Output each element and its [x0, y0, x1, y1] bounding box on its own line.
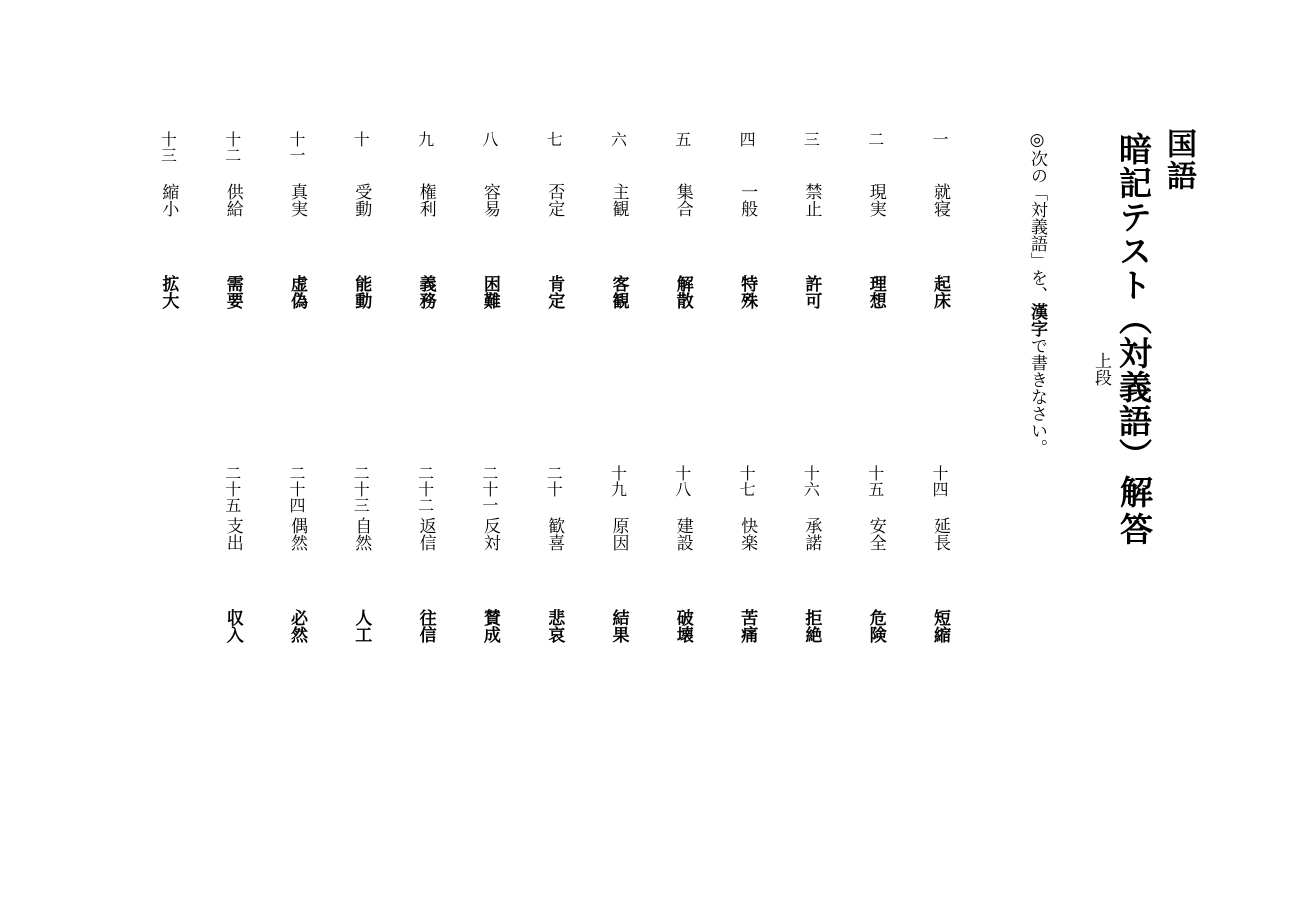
item-answer: 特殊 [737, 275, 758, 309]
item-word: 承諾 [801, 517, 822, 551]
instruction-prefix: ◎次の「対義語」を、 [1027, 130, 1047, 303]
item-word: 就寝 [930, 183, 950, 217]
item-number: 一 [930, 131, 949, 147]
item-number: 二十二 [415, 465, 435, 513]
item-word: 歓喜 [544, 517, 565, 551]
item-word: 偶然 [287, 517, 307, 551]
item-answer: 需要 [222, 275, 243, 309]
item-answer: 必然 [287, 609, 307, 643]
item-number: 十九 [608, 465, 628, 497]
item-word: 返信 [415, 517, 436, 551]
item-answer: 収入 [222, 609, 243, 643]
item-answer: 義務 [415, 275, 436, 309]
answer-label: 解答 [1115, 475, 1154, 549]
item-number: 十二 [222, 131, 242, 163]
item-answer: 拒絶 [801, 609, 822, 643]
item-answer: 悲哀 [544, 609, 565, 643]
item-number: 七 [544, 131, 564, 147]
item-word: 主観 [608, 183, 629, 217]
item-word: 建設 [672, 517, 693, 551]
item-word: 集合 [672, 183, 693, 217]
item-answer: 肯定 [544, 275, 565, 309]
item-answer: 起床 [930, 275, 950, 309]
item-number: 十一 [287, 131, 306, 163]
item-number: 九 [415, 131, 435, 147]
instruction [1028, 130, 1045, 456]
item-number: 十三 [158, 131, 178, 163]
item-answer: 短縮 [930, 609, 950, 643]
item-number: 二十三 [351, 465, 371, 513]
subject-label: 国語 [1161, 128, 1196, 192]
item-word: 現実 [865, 183, 886, 217]
item-word: 容易 [479, 183, 500, 217]
section-label: 上段 [1091, 352, 1111, 386]
item-word: 延長 [930, 517, 950, 551]
item-word: 自然 [351, 517, 372, 551]
item-number: 二十一 [479, 465, 499, 513]
item-answer: 許可 [801, 275, 822, 309]
item-word: 快楽 [737, 517, 758, 551]
item-word: 真実 [287, 183, 307, 217]
item-answer: 破壊 [672, 609, 693, 643]
item-answer: 解散 [672, 275, 693, 309]
item-answer: 往信 [415, 609, 436, 643]
page-title: 暗記テスト（対義語） [1114, 132, 1153, 472]
item-answer: 賛成 [479, 609, 500, 643]
item-word: 供給 [222, 183, 243, 217]
item-answer: 人工 [351, 609, 372, 643]
item-number: 十七 [737, 465, 757, 497]
item-number: 十 [351, 131, 371, 147]
item-number: 六 [608, 131, 628, 147]
item-word: 権利 [415, 183, 436, 217]
item-answer: 客観 [608, 275, 629, 309]
item-number: 十四 [930, 465, 949, 497]
item-answer: 危険 [865, 609, 886, 643]
item-word: 否定 [544, 183, 565, 217]
instruction-emphasis: 漢字 [1027, 303, 1047, 337]
item-word: 受動 [351, 183, 372, 217]
item-number: 八 [479, 131, 499, 147]
item-number: 二十 [544, 465, 564, 497]
item-number: 十五 [865, 465, 885, 497]
item-word: 縮小 [158, 183, 179, 217]
item-number: 五 [672, 131, 692, 147]
item-word: 安全 [865, 517, 886, 551]
item-word: 原因 [608, 517, 629, 551]
item-answer: 結果 [608, 609, 629, 643]
item-number: 二十四 [287, 465, 306, 513]
item-answer: 苦痛 [737, 609, 758, 643]
item-word: 反対 [479, 517, 500, 551]
item-answer: 理想 [865, 275, 886, 309]
item-answer: 能動 [351, 275, 372, 309]
item-word: 支出 [222, 517, 243, 551]
item-word: 禁止 [801, 183, 822, 217]
item-number: 三 [801, 131, 821, 147]
item-answer: 困難 [479, 275, 500, 309]
item-number: 十六 [801, 465, 821, 497]
item-answer: 拡大 [158, 275, 179, 309]
item-number: 四 [737, 131, 757, 147]
instruction-suffix: で書きなさい。 [1027, 337, 1047, 456]
item-number: 二十五 [222, 465, 242, 513]
item-number: 十八 [672, 465, 692, 497]
item-word: 一般 [737, 183, 758, 217]
item-answer: 虚偽 [287, 275, 307, 309]
item-number: 二 [865, 131, 885, 147]
